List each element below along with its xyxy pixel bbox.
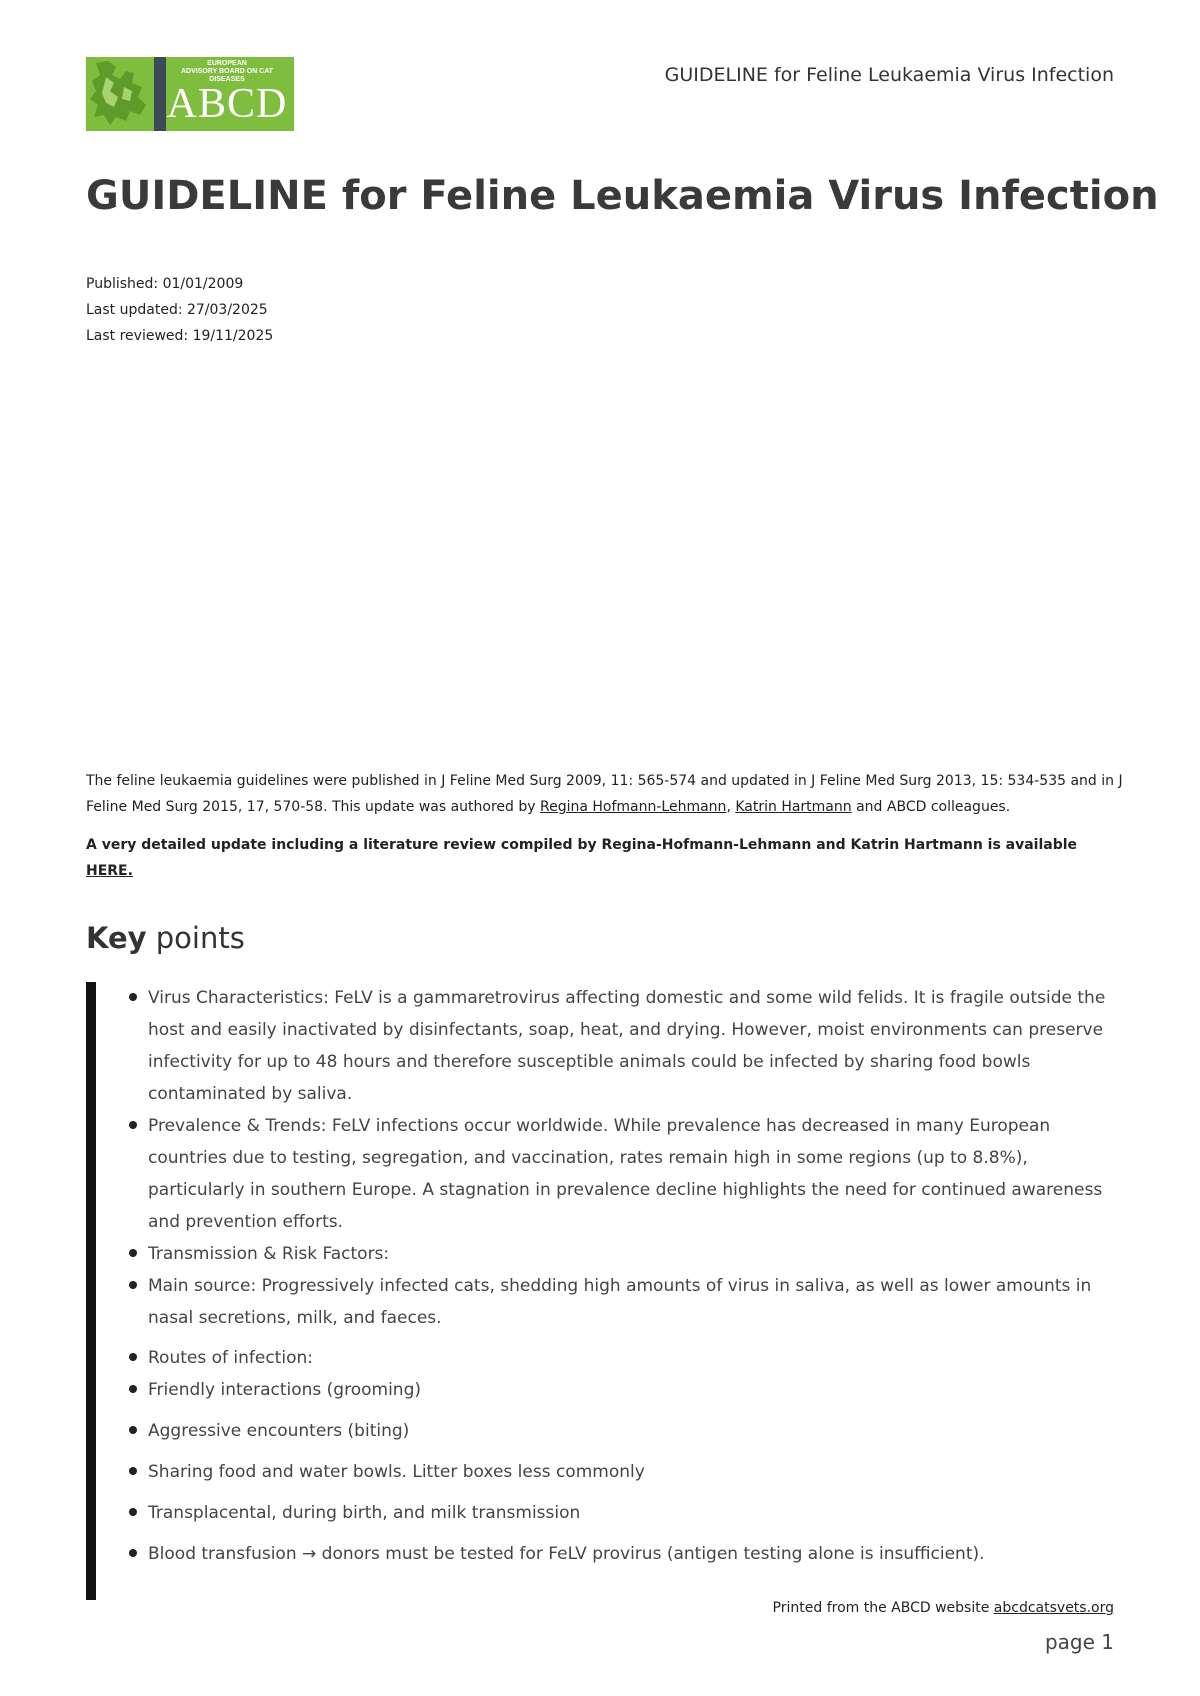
published-date: Published: 01/01/2009: [86, 276, 244, 292]
key-points-heading: Key points: [86, 921, 245, 955]
list-item: Routes of infection: Friendly interactions (grooming) Aggressive encounters (biting) Sharing food and water bowls. Litter boxes less commonly Transplacental, during birth, and milk transmission Blood transfusion → donors must be tested for FeLV provirus (antigen testing alone is insufficient).: [148, 1342, 1108, 1570]
running-header: GUIDELINE for Feline Leukaemia Virus Infection: [664, 64, 1114, 86]
list-item: Transplacental, during birth, and milk transmission: [148, 1497, 1108, 1529]
intro-section: [86, 768, 1126, 896]
last-updated-date: Last updated: 27/03/2025: [86, 302, 268, 318]
author-link-hartmann[interactable]: Katrin Hartmann: [735, 799, 852, 815]
page-number: page 1: [1044, 1630, 1114, 1654]
list-item: Sharing food and water bowls. Litter boxes less commonly: [148, 1456, 1108, 1488]
key-points-box: [86, 982, 1126, 1600]
key-points-list: [148, 982, 1108, 1579]
list-item: Aggressive encounters (biting): [148, 1415, 1108, 1447]
here-link[interactable]: HERE.: [86, 863, 133, 879]
author-link-hofmann-lehmann[interactable]: Regina Hofmann-Lehmann: [540, 799, 727, 815]
list-item: Prevalence & Trends: FeLV infections occur worldwide. While prevalence has decreased in many European countries due to testing, segregation, and vaccination, rates remain high in some regions (up to 8.8%), particularly in southern Europe. A stagnation in prevalence decline highlights the need for continued awareness and prevention efforts.: [148, 1110, 1108, 1238]
publication-dates: [86, 271, 273, 349]
list-item: Blood transfusion → donors must be tested for FeLV provirus (antigen testing alone is insufficient).: [148, 1538, 1108, 1570]
routes-sublist: [148, 1374, 1108, 1570]
abcd-logo[interactable]: [86, 57, 294, 131]
transmission-sublist: [148, 1270, 1108, 1570]
print-footer: Printed from the ABCD website abcdcatsvets.org: [772, 1600, 1114, 1616]
list-item: Transmission & Risk Factors: Main source: Progressively infected cats, shedding high amounts of virus in saliva, as well as lower amounts in nasal secretions, milk, and faeces. Routes of infection: Friendly interactions (grooming) Aggressive encounters (biting) Sharing food and water bowls. Litter boxes less commonly Transplacental, during birth, and milk transmission Blood transfusion → donors must be tested for FeLV provirus (antigen testing alone is insufficient).: [148, 1238, 1108, 1570]
intro-paragraph: The feline leukaemia guidelines were published in J Feline Med Surg 2009, 11: 565-574 and updated in J Feline Med Surg 2013, 15: 534-535 and in J Feline Med Surg 2015, 17, 570-58. This update was authored by Regina Hofmann-Lehmann, Katrin Hartmann and ABCD colleagues.: [86, 773, 1123, 815]
logo-text: ABCD: [166, 81, 288, 127]
list-item: Friendly interactions (grooming): [148, 1374, 1108, 1406]
logo-subtitle: EUROPEAN ADVISORY BOARD ON CAT DISEASES: [180, 60, 274, 83]
page-title: GUIDELINE for Feline Leukaemia Virus Infection: [86, 173, 1159, 219]
europe-map-icon: [86, 57, 154, 131]
list-item: Virus Characteristics: FeLV is a gammaretrovirus affecting domestic and some wild felids. It is fragile outside the host and easily inactivated by disinfectants, soap, heat, and drying. However, moist environments can preserve infectivity for up to 48 hours and therefore susceptible animals could be infected by sharing food bowls contaminated by saliva.: [148, 982, 1108, 1110]
list-item: Main source: Progressively infected cats, shedding high amounts of virus in saliva, as well as lower amounts in nasal secretions, milk, and faeces.: [148, 1270, 1108, 1334]
detailed-update-paragraph: A very detailed update including a literature review compiled by Regina-Hofmann-Lehmann and Katrin Hartmann is available HERE.: [86, 837, 1078, 879]
last-reviewed-date: Last reviewed: 19/11/2025: [86, 328, 274, 344]
website-link[interactable]: abcdcatsvets.org: [993, 1600, 1114, 1616]
